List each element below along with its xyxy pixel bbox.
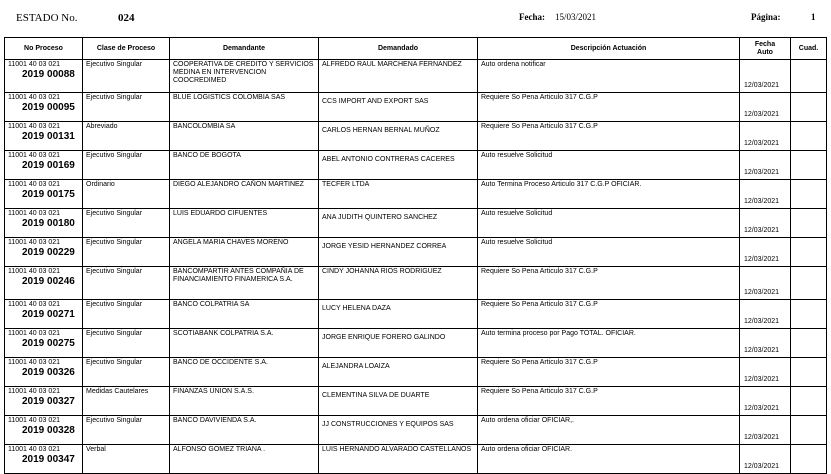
- table-row: [5, 93, 827, 122]
- cell-demandado: [319, 60, 478, 93]
- cell-clase: Ejecutivo Singular: [83, 300, 170, 329]
- cell-demandante: BANCOMPARTIR ANTES COMPAÑIA DE FINANCIAMIENTO FINAMERICA S.A.: [170, 267, 319, 300]
- cell-descripcion: Auto ordena oficiar OFICIAR.: [478, 445, 740, 474]
- demandado-text: ABEL ANTONIO CONTRERAS CACERES: [322, 156, 455, 163]
- col-header-auto-line: Auto: [757, 48, 773, 56]
- cell-fecha-auto: 12/03/2021: [740, 416, 791, 445]
- cell-demandante: BANCO DAVIVIENDA S.A.: [170, 416, 319, 445]
- cell-demandado: [319, 238, 478, 267]
- cell-cuad: [791, 329, 827, 358]
- cell-descripcion: Auto ordena oficiar OFICIAR,.: [478, 416, 740, 445]
- table-row: [5, 329, 827, 358]
- cell-clase: Ordinario: [83, 180, 170, 209]
- radicado-number: 2019 00275: [22, 338, 75, 349]
- cell-clase: Abreviado: [83, 122, 170, 151]
- cell-descripcion: Auto Termina Proceso Articulo 317 C.G.P OFICIAR.: [478, 180, 740, 209]
- cell-demandante: ANGELA MARIA CHAVES MORENO: [170, 238, 319, 267]
- cell-no-proceso: [5, 180, 83, 209]
- cell-no-proceso: [5, 329, 83, 358]
- demandado-text: CARLOS HERNAN BERNAL MUÑOZ: [322, 127, 440, 134]
- table-row: [5, 445, 827, 474]
- radicado-prefix: 11001 40 03 021: [8, 61, 61, 68]
- cell-no-proceso: [5, 267, 83, 300]
- cell-descripcion: Requiere So Pena Articulo 317 C.G.P: [478, 267, 740, 300]
- cell-demandante: BANCO COLPATRIA SA: [170, 300, 319, 329]
- cell-clase: Ejecutivo Singular: [83, 238, 170, 267]
- col-header-fecha-line: Fecha: [754, 40, 776, 48]
- radicado-prefix: 11001 40 03 021: [8, 330, 61, 337]
- demandado-text: LUIS HERNANDO ALVARADO CASTELLANOS: [322, 446, 472, 453]
- cell-clase: Verbal: [83, 445, 170, 474]
- radicado-number: 2019 00328: [22, 425, 75, 436]
- cell-descripcion: Requiere So Pena Articulo 317 C.G.P: [478, 93, 740, 122]
- radicado-number: 2019 00180: [22, 218, 75, 229]
- cell-fecha-auto: 12/03/2021: [740, 300, 791, 329]
- cell-demandado: [319, 180, 478, 209]
- cell-clase: Ejecutivo Singular: [83, 358, 170, 387]
- radicado-number: 2019 00271: [22, 309, 75, 320]
- cell-demandante: LUIS EDUARDO CIFUENTES: [170, 209, 319, 238]
- cell-demandante: ALFONSO GOMEZ TRIANA .: [170, 445, 319, 474]
- cell-demandante: COOPERATIVA DE CREDITO Y SERVICIOS MEDINA EN INTERVENCION COOCREDIMED: [170, 60, 319, 93]
- pagina-number: 1: [811, 12, 816, 22]
- col-header-fecha-auto: [740, 38, 791, 60]
- cell-clase: Ejecutivo Singular: [83, 416, 170, 445]
- radicado-prefix: 11001 40 03 021: [8, 123, 61, 130]
- cell-no-proceso: [5, 238, 83, 267]
- cell-demandante: SCOTIABANK COLPATRIA S.A.: [170, 329, 319, 358]
- cell-demandante: BLUE LOGISTICS COLOMBIA SAS: [170, 93, 319, 122]
- cell-demandante: DIEGO ALEJANDRO CAÑON MARTINEZ: [170, 180, 319, 209]
- table-row: [5, 151, 827, 180]
- cell-no-proceso: [5, 93, 83, 122]
- cell-clase: Ejecutivo Singular: [83, 60, 170, 93]
- cell-descripcion: Auto resuelve Solicitud: [478, 151, 740, 180]
- demandado-text: LUCY HELENA DAZA: [322, 305, 391, 312]
- cell-clase: Ejecutivo Singular: [83, 209, 170, 238]
- radicado-prefix: 11001 40 03 021: [8, 239, 61, 246]
- cell-cuad: [791, 267, 827, 300]
- cell-clase: Ejecutivo Singular: [83, 93, 170, 122]
- cell-fecha-auto: 12/03/2021: [740, 209, 791, 238]
- radicado-prefix: 11001 40 03 021: [8, 181, 61, 188]
- demandado-text: CLEMENTINA SILVA DE DUARTE: [322, 392, 430, 399]
- cell-fecha-auto: 12/03/2021: [740, 358, 791, 387]
- table-header-row: [5, 38, 827, 60]
- cell-cuad: [791, 180, 827, 209]
- cell-demandado: [319, 209, 478, 238]
- cell-descripcion: Auto ordena notificar: [478, 60, 740, 93]
- col-header-cuad: Cuad.: [791, 38, 827, 60]
- cell-fecha-auto: 12/03/2021: [740, 445, 791, 474]
- demandado-text: ALEJANDRA LOAIZA: [322, 363, 390, 370]
- cell-cuad: [791, 445, 827, 474]
- demandado-text: TECFER LTDA: [322, 181, 370, 188]
- cell-no-proceso: [5, 387, 83, 416]
- cell-demandado: [319, 151, 478, 180]
- table-row: [5, 60, 827, 93]
- cell-descripcion: Requiere So Pena Articulo 317 C.G.P: [478, 122, 740, 151]
- cell-descripcion: Requiere So Pena Articulo 317 C.G.P: [478, 387, 740, 416]
- cell-descripcion: Requiere So Pena Articulo 317 C.G.P: [478, 300, 740, 329]
- demandado-text: JJ CONSTRUCCIONES Y EQUIPOS SAS: [322, 421, 454, 428]
- estado-table: [4, 37, 827, 474]
- cell-cuad: [791, 300, 827, 329]
- cell-demandante: FINANZAS UNION S.A.S.: [170, 387, 319, 416]
- document-header: [0, 0, 831, 36]
- cell-clase: Ejecutivo Singular: [83, 329, 170, 358]
- cell-clase: Ejecutivo Singular: [83, 267, 170, 300]
- radicado-number: 2019 00175: [22, 189, 75, 200]
- cell-fecha-auto: 12/03/2021: [740, 387, 791, 416]
- radicado-prefix: 11001 40 03 021: [8, 417, 61, 424]
- radicado-prefix: 11001 40 03 021: [8, 210, 61, 217]
- radicado-prefix: 11001 40 03 021: [8, 388, 61, 395]
- radicado-number: 2019 00169: [22, 160, 75, 171]
- cell-no-proceso: [5, 60, 83, 93]
- col-header-clase: Clase de Proceso: [83, 38, 170, 60]
- cell-demandado: [319, 387, 478, 416]
- cell-cuad: [791, 60, 827, 93]
- cell-fecha-auto: 12/03/2021: [740, 267, 791, 300]
- estado-number: 024: [118, 12, 135, 24]
- radicado-number: 2019 00095: [22, 102, 75, 113]
- cell-demandante: BANCO DE BOGOTA: [170, 151, 319, 180]
- radicado-number: 2019 00326: [22, 367, 75, 378]
- cell-no-proceso: [5, 358, 83, 387]
- cell-fecha-auto: 12/03/2021: [740, 238, 791, 267]
- cell-no-proceso: [5, 151, 83, 180]
- cell-fecha-auto: 12/03/2021: [740, 151, 791, 180]
- table-row: [5, 300, 827, 329]
- cell-descripcion: Auto termina proceso por Pago TOTAL. OFICIAR.: [478, 329, 740, 358]
- table-row: [5, 180, 827, 209]
- fecha-label: Fecha:: [519, 12, 545, 22]
- cell-clase: Medidas Cautelares: [83, 387, 170, 416]
- demandado-text: JORGE ENRIQUE FORERO GALINDO: [322, 334, 446, 341]
- col-header-no-proceso: No Proceso: [5, 38, 83, 60]
- radicado-prefix: 11001 40 03 021: [8, 94, 61, 101]
- demandado-text: CINDY JOHANNA RIOS RODRIGUEZ: [322, 268, 442, 275]
- cell-demandado: [319, 445, 478, 474]
- cell-no-proceso: [5, 416, 83, 445]
- table-row: [5, 358, 827, 387]
- col-header-demandante: Demandante: [170, 38, 319, 60]
- radicado-number: 2019 00131: [22, 131, 75, 142]
- cell-cuad: [791, 416, 827, 445]
- radicado-prefix: 11001 40 03 021: [8, 268, 61, 275]
- demandado-text: ALFREDO RAUL MARCHENA FERNANDEZ: [322, 61, 462, 68]
- table-row: [5, 267, 827, 300]
- cell-demandado: [319, 300, 478, 329]
- estado-label: ESTADO No.: [16, 12, 78, 24]
- radicado-prefix: 11001 40 03 021: [8, 359, 61, 366]
- cell-clase: Ejecutivo Singular: [83, 151, 170, 180]
- cell-demandado: [319, 93, 478, 122]
- cell-fecha-auto: 12/03/2021: [740, 180, 791, 209]
- cell-cuad: [791, 238, 827, 267]
- col-header-descripcion: Descripción Actuación: [478, 38, 740, 60]
- cell-demandante: BANCO DE OCCIDENTE S.A.: [170, 358, 319, 387]
- cell-descripcion: Auto resuelve Solicitud: [478, 238, 740, 267]
- demandado-text: JORGE YESID HERNANDEZ CORREA: [322, 243, 447, 250]
- cell-demandado: [319, 416, 478, 445]
- table-row: [5, 238, 827, 267]
- cell-descripcion: Auto resuelve Solicitud: [478, 209, 740, 238]
- pagina-label: Página:: [751, 12, 781, 22]
- demandado-text: CCS IMPORT AND EXPORT SAS: [322, 98, 429, 105]
- cell-fecha-auto: 12/03/2021: [740, 122, 791, 151]
- radicado-prefix: 11001 40 03 021: [8, 152, 61, 159]
- cell-cuad: [791, 93, 827, 122]
- radicado-number: 2019 00347: [22, 454, 75, 465]
- cell-cuad: [791, 122, 827, 151]
- radicado-number: 2019 00229: [22, 247, 75, 258]
- cell-descripcion: Requiere So Pena Articulo 317 C.G.P: [478, 358, 740, 387]
- table-row: [5, 209, 827, 238]
- cell-cuad: [791, 209, 827, 238]
- cell-fecha-auto: 12/03/2021: [740, 60, 791, 93]
- cell-no-proceso: [5, 300, 83, 329]
- table-row: [5, 416, 827, 445]
- cell-demandante: BANCOLOMBIA SA: [170, 122, 319, 151]
- cell-no-proceso: [5, 209, 83, 238]
- radicado-prefix: 11001 40 03 021: [8, 301, 61, 308]
- radicado-number: 2019 00088: [22, 69, 75, 80]
- fecha-value: 15/03/2021: [555, 12, 597, 22]
- cell-cuad: [791, 387, 827, 416]
- demandado-text: ANA JUDITH QUINTERO SANCHEZ: [322, 214, 438, 221]
- radicado-number: 2019 00246: [22, 276, 75, 287]
- cell-cuad: [791, 358, 827, 387]
- cell-demandado: [319, 329, 478, 358]
- cell-cuad: [791, 151, 827, 180]
- cell-no-proceso: [5, 122, 83, 151]
- radicado-number: 2019 00327: [22, 396, 75, 407]
- col-header-demandado: Demandado: [319, 38, 478, 60]
- cell-demandado: [319, 267, 478, 300]
- radicado-prefix: 11001 40 03 021: [8, 446, 61, 453]
- cell-fecha-auto: 12/03/2021: [740, 93, 791, 122]
- cell-demandado: [319, 122, 478, 151]
- cell-no-proceso: [5, 445, 83, 474]
- cell-fecha-auto: 12/03/2021: [740, 329, 791, 358]
- table-row: [5, 122, 827, 151]
- cell-demandado: [319, 358, 478, 387]
- table-row: [5, 387, 827, 416]
